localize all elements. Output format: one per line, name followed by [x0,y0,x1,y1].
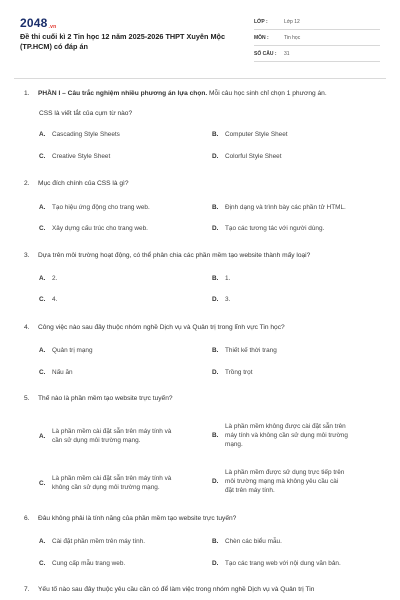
option-line: mạng. [225,440,243,448]
question-number: 1. [24,90,30,97]
option-letter: B. [212,431,219,439]
option-letter: D. [212,225,219,232]
option-letter: B. [212,204,219,211]
logo-suffix: .vn [48,24,57,30]
option-b[interactable] [212,204,346,211]
option-letter: B. [212,131,219,138]
option-text: 4. [52,296,58,303]
option-line: cần sử dụng môi trường mạng. [52,437,141,444]
option-letter: A. [39,275,46,282]
option-line: Là phần mềm cài đặt sẵn trên máy tính và [52,428,172,435]
option-text: Quản trị mạng [52,347,93,354]
meta-row-subject [254,30,380,46]
option-letter: A. [39,347,46,354]
document-title: Đề thi cuối kì 2 Tin học 12 năm 2025-2026 THPT Xuyên Mộc (TP.HCM) có đáp án [20,32,226,51]
option-letter: D. [212,477,219,485]
site-logo[interactable] [20,16,56,30]
option-a[interactable] [39,538,145,545]
option-letter: A. [39,538,46,545]
option-line: máy tính và không cần sử dụng môi trường [225,431,348,439]
option-c[interactable] [39,225,148,232]
question-number: 6. [24,515,30,522]
option-letter: A. [39,204,46,211]
option-a[interactable] [39,131,120,138]
option-text: 2. [52,275,58,282]
option-text: Định dạng và trình bày các phần tử HTML. [225,204,346,211]
meta-value: Lớp 12 [284,18,300,25]
option-text: Chèn các biểu mẫu. [225,538,282,545]
option-a[interactable] [39,422,171,450]
option-c[interactable] [39,560,125,567]
logo-text: 2048 [20,16,48,30]
option-text [52,474,171,492]
option-text: Xây dựng cấu trúc cho trang web. [52,225,148,232]
option-text: Tạo các trang web với nội dung văn bản. [225,560,341,567]
option-b[interactable] [212,347,277,354]
option-text [225,422,348,449]
option-text [225,468,344,495]
option-letter: B. [212,275,219,282]
section-instruction: Mỗi câu học sinh chỉ chọn 1 phương án. [207,90,327,97]
option-line: không cần sử dụng môi trường mạng. [52,484,160,491]
question-text: Dựa trên môi trường hoạt động, có thể phân chia các phần mềm tạo website thành mấy loại? [38,252,311,259]
option-line: Là phần mềm được sử dụng trực tiếp trên [225,468,345,476]
option-a[interactable] [39,275,57,282]
question-number: 3. [24,252,30,259]
option-text: 3. [225,296,231,303]
question-number: 2. [24,180,30,187]
option-d[interactable] [212,296,230,303]
option-text: Thiết kế thời trang [225,347,277,354]
header-divider [14,78,386,79]
document-header [0,0,400,70]
option-letter: C. [39,560,46,567]
meta-value: 31 [284,50,290,57]
option-letter: C. [39,225,46,232]
option-letter: C. [39,479,46,487]
question-text: Thế nào là phần mềm tạo website trực tuyến? [38,395,173,402]
option-letter: D. [212,369,219,376]
meta-value: Tin học [284,34,301,41]
option-letter: D. [212,296,219,303]
option-a[interactable] [39,347,93,354]
question-number: 5. [24,395,30,402]
option-d[interactable] [212,369,252,376]
option-text: Trồng trọt [225,369,253,376]
option-letter: C. [39,153,46,160]
option-c[interactable] [39,296,57,303]
meta-row-count [254,46,380,62]
option-letter: D. [212,560,219,567]
section-heading: PHẦN I – Câu trắc nghiệm nhiều phương án lựa chọn. [38,90,208,97]
meta-row-class [254,14,380,30]
question-number: 4. [24,324,30,331]
option-letter: B. [212,538,219,545]
question-text: Công việc nào sau đây thuộc nhóm nghề Dịch vụ và Quản trị trong lĩnh vực Tin học? [38,324,285,331]
option-c[interactable] [39,469,171,497]
question-text: Đâu không phải là tính năng của phần mềm tạo website trực tuyến? [38,515,237,522]
option-letter: D. [212,153,219,160]
option-d[interactable] [212,463,344,499]
option-text: Cascading Style Sheets [52,131,120,138]
document-meta [254,14,380,62]
option-text: Tạo các tương tác với người dùng. [225,225,325,232]
option-c[interactable] [39,153,110,160]
option-letter: C. [39,296,46,303]
option-letter: C. [39,369,46,376]
option-text: Creative Style Sheet [52,153,111,160]
question-subtext: CSS là viết tắt của cụm từ nào? [39,110,133,117]
option-text: Tạo hiệu ứng động cho trang web. [52,204,150,211]
option-line: đặt trên máy tính. [225,486,275,494]
option-b[interactable] [212,275,230,282]
question-text: Yếu tố nào sau đây thuộc yêu cầu cần có để làm việc trong nhóm nghề Dịch vụ và Quản trị Tin [38,586,315,593]
option-letter: A. [39,432,46,440]
question-text: Mục đích chính của CSS là gì? [38,180,129,187]
option-text: Cung cấp mẫu trang web. [52,560,126,567]
option-text: Nấu ăn [52,369,73,376]
option-text: 1. [225,275,231,282]
option-c[interactable] [39,369,73,376]
meta-key: LỚP : [254,18,268,25]
question-text [38,90,327,97]
option-text: Computer Style Sheet [225,131,288,138]
question-number: 7. [24,586,30,593]
meta-key: MÔN : [254,34,269,41]
option-d[interactable] [212,225,324,232]
option-b[interactable] [212,538,282,545]
option-letter: A. [39,131,46,138]
option-text [52,427,171,445]
option-line: môi trường mạng mà không yêu cầu cài [225,477,339,485]
option-d[interactable] [212,153,281,160]
option-b[interactable] [212,131,288,138]
option-text: Cài đặt phần mềm trên máy tính. [52,538,146,545]
option-line: Là phần mềm không được cài đặt sẵn trên [225,422,346,430]
option-a[interactable] [39,204,150,211]
meta-key: SỐ CÂU : [254,50,277,57]
option-line: Là phần mềm cài đặt sẵn trên máy tính và [52,475,172,482]
option-text: Colorful Style Sheet [225,153,282,160]
option-b[interactable] [212,417,348,453]
option-letter: B. [212,347,219,354]
option-d[interactable] [212,560,341,567]
